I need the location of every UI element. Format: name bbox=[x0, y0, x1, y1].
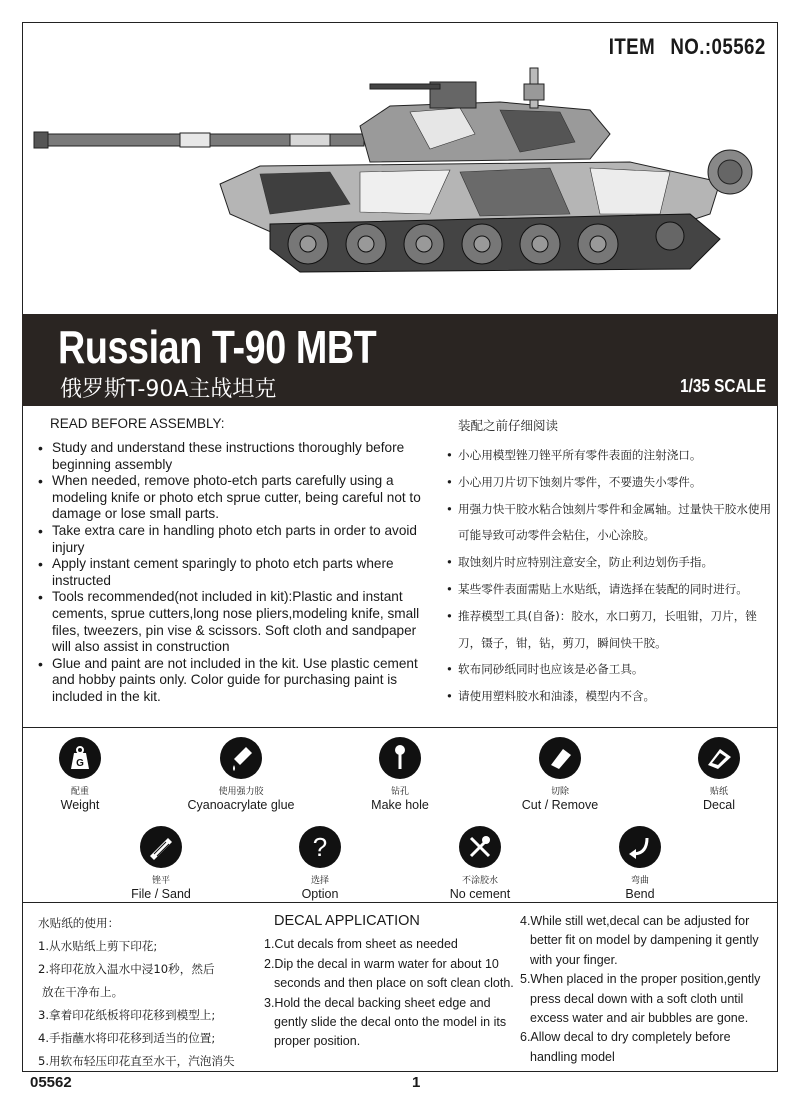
option-glyph: ? bbox=[312, 831, 328, 862]
list-item: • Take extra care in handling photo etch parts in order to avoid injury bbox=[36, 523, 436, 556]
glue-icon bbox=[220, 737, 262, 779]
list-item: • 小心用刀片切下蚀刻片零件，不要遗失小零件。 bbox=[446, 469, 776, 496]
legend-decal: 贴纸 Decal bbox=[659, 737, 779, 812]
legend-drill: 钻孔 Make hole bbox=[340, 737, 460, 812]
read-before-title-cn: 装配之前仔细阅读 bbox=[458, 418, 559, 433]
page-number: 1 bbox=[412, 1074, 421, 1091]
legend-no-cement: 不涂胶水 No cement bbox=[420, 826, 540, 901]
weight-icon bbox=[59, 737, 101, 779]
tank-illustration bbox=[30, 64, 760, 284]
bend-icon bbox=[619, 826, 661, 868]
legend-option: ? 选择 Option bbox=[260, 826, 380, 901]
list-item: • 软布同砂纸同时也应该是必备工具。 bbox=[446, 656, 776, 683]
list-item: • 某些零件表面需贴上水贴纸，请选择在装配的同时进行。 bbox=[446, 576, 776, 603]
decal-title: DECAL APPLICATION bbox=[274, 913, 420, 929]
legend-glue: 使用强力胶 Cyanoacrylate glue bbox=[181, 737, 301, 812]
list-item: • 请使用塑料胶水和油漆，模型内不含。 bbox=[446, 683, 776, 710]
list-item: • Study and understand these instructions thoroughly before beginning assembly bbox=[36, 440, 436, 473]
list-item: • 小心用模型锉刀锉平所有零件表面的注射浇口。 bbox=[446, 442, 776, 469]
scale-label: 1/35 SCALE bbox=[680, 376, 766, 396]
list-item: • Apply instant cement sparingly to photo etch parts where instructed bbox=[36, 556, 436, 589]
item-number: ITEM NO.:05562 bbox=[609, 34, 766, 59]
title-banner bbox=[22, 314, 778, 406]
list-item: • Tools recommended(not included in kit):Plastic and instant cements, sprue cutters,long nose pliers,modeling knife, small files, tweezers, pin vise & scissors. Soft cloth and sandpaper will also assist in construction bbox=[36, 589, 436, 655]
list-item: • 取蚀刻片时应特别注意安全，防止利边划伤手指。 bbox=[446, 549, 776, 576]
drill-icon bbox=[379, 737, 421, 779]
decal-icon bbox=[698, 737, 740, 779]
divider bbox=[22, 902, 778, 903]
read-before-list-cn bbox=[446, 442, 776, 710]
option-icon bbox=[299, 826, 341, 868]
list-item: • When needed, remove photo-etch parts carefully using a modeling knife or photo etch sprue cutter, being careful not to damage or lose small parts. bbox=[36, 473, 436, 523]
divider bbox=[22, 727, 778, 728]
weight-glyph: G bbox=[76, 758, 84, 769]
file-icon bbox=[140, 826, 182, 868]
legend-weight: G 配重 Weight bbox=[20, 737, 140, 812]
read-before-list bbox=[36, 440, 436, 706]
decal-instructions-en: DECAL APPLICATION 1.Cut decals from sheet as needed 2.Dip the decal in warm water for about 10 seconds and then place on soft clean cloth. 3.Hold the decal backing sheet edge and gently slide the decal onto the model in its proper position. bbox=[264, 912, 522, 1052]
cut-icon bbox=[539, 737, 581, 779]
decal-instructions-en-cont: 4.While still wet,decal can be adjusted for better fit on model by dampening it gently with your finger. 5.When placed in the proper position,gently press decal down with a soft cloth until excess water and air bubbles are gone. 6.Allow decal to dry completely before handling model bbox=[520, 914, 761, 1064]
decal-instructions-cn: 水贴纸的使用： 1.从水贴纸上剪下印花; 2.将印花放入温水中浸10秒，然后 放在干净布上。 3.拿着印花纸板将印花移到模型上; 4.手指蘸水将印花移到适当的位置; 5.用软布轻压印花直至水干，汽泡消失 bbox=[38, 916, 235, 1068]
product-title: Russian T-90 MBT bbox=[58, 321, 377, 373]
no-cement-icon bbox=[459, 826, 501, 868]
list-item: • Glue and paint are not included in the kit. Use plastic cement and hobby paints only. Color guide for purchasing paint is included in the kit. bbox=[36, 656, 436, 706]
legend-file: 锉平 File / Sand bbox=[101, 826, 221, 901]
read-before-title: READ BEFORE ASSEMBLY: bbox=[50, 416, 225, 431]
list-item: • 推荐模型工具(自备)：胶水，水口剪刀，长咀钳，刀片，锉刀，镊子，钳，钻，剪刀，瞬间快干胶。 bbox=[446, 603, 776, 657]
legend-cut: 切除 Cut / Remove bbox=[500, 737, 620, 812]
legend-bend: 弯曲 Bend bbox=[580, 826, 700, 901]
product-subtitle: 俄罗斯T-90A主战坦克 bbox=[60, 377, 277, 402]
list-item: • 用强力快干胶水粘合蚀刻片零件和金属轴。过量快干胶水使用可能导致可动零件会粘住，小心涂胶。 bbox=[446, 496, 776, 550]
footer-item-code: 05562 bbox=[30, 1074, 72, 1091]
